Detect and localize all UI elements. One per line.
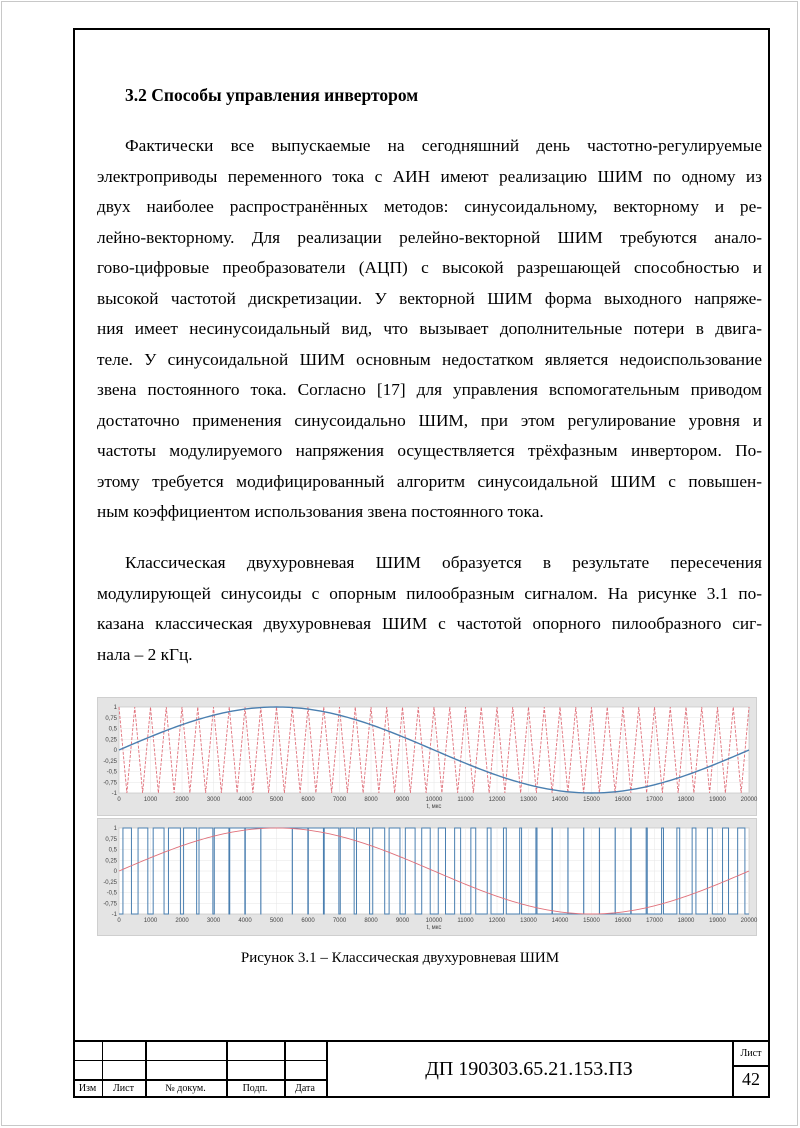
paragraph-2 [97, 548, 762, 670]
text-line: частоты модулируемого напряжения осуществляется трёхфазным инвертором. По- [97, 441, 762, 460]
text-line: Фактически все выпускаемые на сегодняшний день частотно-регулируемые [125, 136, 762, 155]
x-tick-label: 12000 [488, 797, 506, 803]
x-tick-label: 7000 [332, 918, 347, 924]
x-tick-label: 1000 [143, 797, 158, 803]
y-tick-label: 0,75 [105, 715, 117, 722]
chart-carrier-sine [98, 698, 758, 817]
text-line: двух наиболее распространённых методов: синусоидальному, векторному и ре- [97, 197, 762, 216]
y-tick-label: -0,25 [103, 758, 117, 765]
x-tick-label: 16000 [614, 797, 632, 803]
x-tick-label: 12000 [488, 918, 506, 924]
x-axis-label: t, мкс [426, 804, 442, 810]
x-tick-label: 18000 [677, 797, 695, 803]
document-code: ДП 190303.65.21.153.ПЗ [425, 1058, 633, 1080]
x-tick-label: 20000 [740, 918, 758, 924]
y-tick-label: -0,75 [103, 780, 117, 787]
x-tick-label: 11000 [457, 797, 474, 803]
text-line: электроприводы переменного тока с АИН имеют реализацию ШИМ по одному из [97, 166, 762, 186]
x-tick-label: 1000 [143, 918, 158, 924]
x-tick-label: 19000 [709, 918, 726, 924]
chart-pwm-output [98, 819, 758, 937]
x-tick-label: 3000 [206, 797, 221, 803]
x-tick-label: 6000 [301, 918, 315, 924]
section-heading: 3.2 Способы управления инвертором [125, 85, 419, 105]
x-tick-label: 9000 [395, 797, 410, 803]
text-line: достаточно применения синусоидально ШИМ, при этом регулирование уровня и [97, 410, 762, 430]
x-tick-label: 5000 [269, 918, 284, 924]
y-tick-label: -0,75 [103, 901, 117, 908]
col-sign: Подп. [242, 1083, 268, 1094]
x-tick-label: 9000 [395, 918, 410, 924]
y-tick-label: 1 [113, 826, 117, 832]
x-tick-label: 4000 [238, 797, 252, 803]
x-tick-label: 6000 [301, 797, 315, 803]
text-line: гово-цифровые преобразователи (АЦП) с высокой разрешающей способностью и [97, 258, 762, 277]
x-tick-label: 8000 [364, 797, 378, 803]
x-tick-label: 7000 [332, 797, 347, 803]
x-tick-label: 4000 [238, 918, 252, 924]
y-tick-label: 0,75 [105, 836, 117, 843]
y-tick-label: -1 [111, 791, 117, 797]
y-tick-label: -0,25 [103, 879, 117, 886]
chart-panel-bottom [97, 818, 757, 936]
x-tick-label: 8000 [364, 918, 378, 924]
text-line: высокой частотой дискретизации. У векторной ШИМ форма выходного напряже- [97, 288, 762, 308]
text-line: казана классическая двухуровневая ШИМ с частотой опорного пилообразного сиг- [97, 614, 762, 633]
y-tick-label: -1 [111, 912, 117, 918]
x-tick-label: 10000 [425, 918, 443, 924]
x-tick-label: 15000 [583, 918, 600, 924]
x-tick-label: 0 [117, 797, 121, 803]
chart-panel-top [97, 697, 757, 816]
text-line: лейно-векторному. Для реализации релейно-векторной ШИМ требуются анало- [97, 227, 762, 247]
y-tick-label: 0 [113, 869, 117, 875]
x-tick-label: 0 [117, 918, 121, 924]
x-tick-label: 2000 [175, 918, 189, 924]
x-tick-label: 3000 [206, 918, 221, 924]
x-tick-label: 2000 [175, 797, 189, 803]
text-line: теле. У синусоидальной ШИМ основным недостатком является недоиспользование [97, 349, 762, 369]
x-tick-label: 14000 [551, 918, 569, 924]
x-axis-label: t, мкс [426, 925, 442, 931]
text-line: ным коэффициентом использования звена постоянного тока. [97, 502, 544, 521]
text-line: нала – 2 кГц. [97, 644, 193, 664]
col-izm: Изм [78, 1083, 97, 1094]
y-tick-label: 0 [113, 748, 117, 754]
x-tick-label: 10000 [425, 797, 443, 803]
text-line: ния имеет несинусоидальный вид, что вызывает дополнительные потери в двига- [97, 319, 762, 338]
x-tick-label: 14000 [551, 797, 569, 803]
text-line: модулирующей синусоиды с опорным пилообразным сигналом. На рисунке 3.1 по- [97, 583, 762, 603]
figure-caption: Рисунок 3.1 – Классическая двухуровневая ШИМ [240, 950, 560, 966]
y-tick-label: 0,25 [105, 737, 117, 744]
x-tick-label: 5000 [269, 797, 284, 803]
x-tick-label: 20000 [740, 797, 758, 803]
col-doc-num: № докум. [165, 1083, 206, 1094]
x-tick-label: 19000 [709, 797, 726, 803]
x-tick-label: 18000 [677, 918, 695, 924]
col-date: Дата [295, 1083, 315, 1094]
x-tick-label: 11000 [457, 918, 474, 924]
y-tick-label: 0,5 [108, 726, 117, 733]
col-list: Лист [113, 1083, 134, 1094]
x-tick-label: 13000 [520, 918, 537, 924]
x-tick-label: 17000 [646, 797, 663, 803]
sheet-number: 42 [742, 1069, 760, 1089]
x-tick-label: 15000 [583, 797, 600, 803]
y-tick-label: 1 [113, 705, 117, 711]
sheet-label: Лист [740, 1048, 762, 1059]
paragraph-1 [97, 131, 762, 528]
y-tick-label: -0,5 [106, 890, 117, 897]
x-tick-label: 13000 [520, 797, 537, 803]
x-tick-label: 16000 [614, 918, 632, 924]
text-line: Классическая двухуровневая ШИМ образуется в результате пересечения [125, 553, 762, 572]
y-tick-label: 0,5 [108, 847, 117, 854]
y-tick-label: 0,25 [105, 858, 117, 865]
y-tick-label: -0,5 [106, 769, 117, 776]
x-tick-label: 17000 [646, 918, 663, 924]
text-line: звена постоянного тока. Согласно [17] для управления вспомогательным приводом [97, 380, 762, 399]
text-line: этому требуется модифицированный алгоритм синусоидальной ШИМ с повышен- [97, 471, 762, 491]
